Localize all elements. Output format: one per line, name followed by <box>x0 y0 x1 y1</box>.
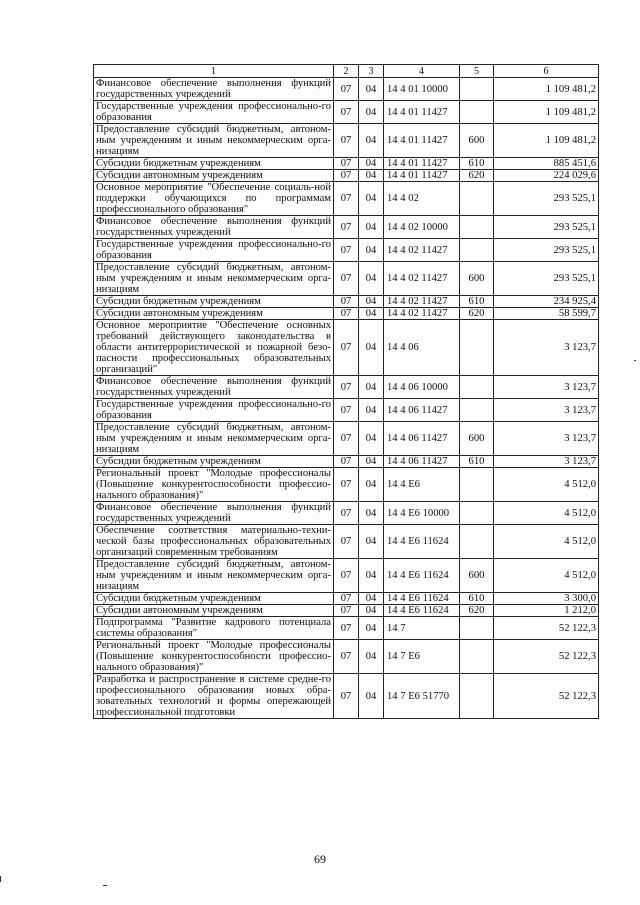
row-amount-cell: 293 525,1 <box>494 239 599 262</box>
row-name-cell: Основное мероприятие "Обеспечение социаль-ной поддержки обучающихся по программам профессионального образования" <box>94 182 334 216</box>
row-expense-type-cell: 600 <box>460 559 494 593</box>
header-cell-expense-type: 5 <box>460 65 494 78</box>
table-row <box>94 674 599 719</box>
row-target-code-cell: 14 7 E6 <box>384 640 460 674</box>
row-expense-type-cell <box>460 376 494 399</box>
row-amount-cell: 3 123,7 <box>494 456 599 468</box>
row-expense-type-cell: 610 <box>460 296 494 308</box>
row-subsection-cell: 04 <box>359 468 384 502</box>
row-section-cell: 07 <box>334 468 359 502</box>
row-subsection-cell: 04 <box>359 640 384 674</box>
row-expense-type-cell: 620 <box>460 605 494 617</box>
header-cell-subsection: 3 <box>359 65 384 78</box>
row-name-cell: Государственные учреждения профессионально-го образования <box>94 239 334 262</box>
row-expense-type-cell <box>460 640 494 674</box>
row-subsection-cell: 04 <box>359 525 384 559</box>
row-amount-cell: 1 109 481,2 <box>494 124 599 158</box>
row-subsection-cell: 04 <box>359 308 384 320</box>
row-name-cell: Финансовое обеспечение выполнения функций государственных учреждений <box>94 216 334 239</box>
row-target-code-cell: 14 4 01 11427 <box>384 158 460 170</box>
table-row <box>94 456 599 468</box>
row-expense-type-cell: 600 <box>460 262 494 296</box>
row-subsection-cell: 04 <box>359 170 384 182</box>
row-expense-type-cell <box>460 502 494 525</box>
row-amount-cell: 293 525,1 <box>494 262 599 296</box>
row-section-cell: 07 <box>334 399 359 422</box>
row-section-cell: 07 <box>334 422 359 456</box>
row-target-code-cell: 14 4 E6 11624 <box>384 525 460 559</box>
row-target-code-cell: 14 4 06 <box>384 320 460 376</box>
table-row <box>94 640 599 674</box>
row-amount-cell: 293 525,1 <box>494 182 599 216</box>
row-target-code-cell: 14 4 E6 11624 <box>384 605 460 617</box>
table-row <box>94 422 599 456</box>
row-subsection-cell: 04 <box>359 262 384 296</box>
table-row <box>94 376 599 399</box>
row-target-code-cell: 14 4 06 11427 <box>384 456 460 468</box>
row-amount-cell: 4 512,0 <box>494 468 599 502</box>
row-name-cell: Основное мероприятие "Обеспечение основных требований действующего законодательства в области антитеррористической и пожарной безо-пасности профессиональных образовательных организаций" <box>94 320 334 376</box>
row-subsection-cell: 04 <box>359 182 384 216</box>
table-row <box>94 525 599 559</box>
row-section-cell: 07 <box>334 617 359 640</box>
row-amount-cell: 4 512,0 <box>494 559 599 593</box>
row-subsection-cell: 04 <box>359 559 384 593</box>
row-target-code-cell: 14 4 02 <box>384 182 460 216</box>
table-row <box>94 605 599 617</box>
row-amount-cell: 4 512,0 <box>494 525 599 559</box>
page-number: 69 <box>314 852 326 866</box>
row-expense-type-cell <box>460 674 494 719</box>
row-amount-cell: 3 123,7 <box>494 320 599 376</box>
row-name-cell: Предоставление субсидий бюджетным, автоном-ным учреждениям и иным некоммерческим орга-низациям <box>94 262 334 296</box>
row-target-code-cell: 14 4 02 11427 <box>384 308 460 320</box>
row-subsection-cell: 04 <box>359 399 384 422</box>
row-target-code-cell: 14 4 01 11427 <box>384 124 460 158</box>
row-target-code-cell: 14 7 E6 51770 <box>384 674 460 719</box>
row-subsection-cell: 04 <box>359 593 384 605</box>
scan-speck <box>0 876 1 882</box>
row-amount-cell: 3 123,7 <box>494 376 599 399</box>
row-target-code-cell: 14 7 <box>384 617 460 640</box>
row-subsection-cell: 04 <box>359 101 384 124</box>
row-section-cell: 07 <box>334 502 359 525</box>
row-target-code-cell: 14 4 06 11427 <box>384 422 460 456</box>
row-subsection-cell: 04 <box>359 216 384 239</box>
table-row <box>94 170 599 182</box>
row-amount-cell: 885 451,6 <box>494 158 599 170</box>
row-name-cell: Субсидии бюджетным учреждениям <box>94 456 334 468</box>
row-expense-type-cell: 610 <box>460 593 494 605</box>
row-expense-type-cell: 610 <box>460 158 494 170</box>
table-row <box>94 399 599 422</box>
row-name-cell: Субсидии бюджетным учреждениям <box>94 593 334 605</box>
row-amount-cell: 293 525,1 <box>494 216 599 239</box>
table-row <box>94 308 599 320</box>
row-amount-cell: 3 300,0 <box>494 593 599 605</box>
row-section-cell: 07 <box>334 239 359 262</box>
row-section-cell: 07 <box>334 308 359 320</box>
row-subsection-cell: 04 <box>359 605 384 617</box>
row-subsection-cell: 04 <box>359 502 384 525</box>
scan-speck <box>103 885 107 886</box>
row-amount-cell: 234 925,4 <box>494 296 599 308</box>
row-expense-type-cell <box>460 525 494 559</box>
row-amount-cell: 58 599,7 <box>494 308 599 320</box>
scan-speck <box>634 360 636 361</box>
row-target-code-cell: 14 4 E6 11624 <box>384 559 460 593</box>
row-amount-cell: 3 123,7 <box>494 422 599 456</box>
budget-table <box>93 64 599 719</box>
row-name-cell: Финансовое обеспечение выполнения функций государственных учреждений <box>94 376 334 399</box>
row-subsection-cell: 04 <box>359 158 384 170</box>
row-target-code-cell: 14 4 02 11427 <box>384 262 460 296</box>
row-section-cell: 07 <box>334 124 359 158</box>
row-target-code-cell: 14 4 02 11427 <box>384 239 460 262</box>
table-row <box>94 320 599 376</box>
table-row <box>94 502 599 525</box>
row-name-cell: Субсидии автономным учреждениям <box>94 308 334 320</box>
row-section-cell: 07 <box>334 674 359 719</box>
row-section-cell: 07 <box>334 182 359 216</box>
table-row <box>94 124 599 158</box>
table-row <box>94 78 599 101</box>
row-expense-type-cell <box>460 101 494 124</box>
row-target-code-cell: 14 4 02 11427 <box>384 296 460 308</box>
row-subsection-cell: 04 <box>359 674 384 719</box>
row-amount-cell: 52 122,3 <box>494 674 599 719</box>
row-name-cell: Государственные учреждения профессионально-го образования <box>94 399 334 422</box>
row-name-cell: Подпрограмма "Развитие кадрового потенциала системы образования" <box>94 617 334 640</box>
row-expense-type-cell <box>460 320 494 376</box>
row-expense-type-cell <box>460 182 494 216</box>
row-name-cell: Субсидии автономным учреждениям <box>94 605 334 617</box>
row-name-cell: Государственные учреждения профессионально-го образования <box>94 101 334 124</box>
row-section-cell: 07 <box>334 640 359 674</box>
row-target-code-cell: 14 4 01 10000 <box>384 78 460 101</box>
row-section-cell: 07 <box>334 376 359 399</box>
row-name-cell: Финансовое обеспечение выполнения функций государственных учреждений <box>94 502 334 525</box>
row-expense-type-cell <box>460 216 494 239</box>
table-row <box>94 468 599 502</box>
row-name-cell: Предоставление субсидий бюджетным, автоном-ным учреждениям и иным некоммерческим орга-низациям <box>94 124 334 158</box>
row-section-cell: 07 <box>334 262 359 296</box>
header-cell-amount: 6 <box>494 65 599 78</box>
row-expense-type-cell <box>460 399 494 422</box>
row-target-code-cell: 14 4 02 10000 <box>384 216 460 239</box>
row-subsection-cell: 04 <box>359 422 384 456</box>
row-expense-type-cell <box>460 78 494 101</box>
row-expense-type-cell <box>460 617 494 640</box>
table-row <box>94 559 599 593</box>
row-target-code-cell: 14 4 06 11427 <box>384 399 460 422</box>
header-cell-section: 2 <box>334 65 359 78</box>
row-section-cell: 07 <box>334 158 359 170</box>
row-expense-type-cell: 610 <box>460 456 494 468</box>
row-subsection-cell: 04 <box>359 124 384 158</box>
row-amount-cell: 1 109 481,2 <box>494 101 599 124</box>
row-expense-type-cell <box>460 239 494 262</box>
table-row <box>94 182 599 216</box>
row-section-cell: 07 <box>334 605 359 617</box>
row-amount-cell: 224 029,6 <box>494 170 599 182</box>
row-amount-cell: 52 122,3 <box>494 640 599 674</box>
table-row <box>94 617 599 640</box>
row-target-code-cell: 14 4 E6 <box>384 468 460 502</box>
row-name-cell: Разработка и распространение в системе средне-го профессионального образования новых обра-зовательных технологий и формы опережающей профессиональной подготовки <box>94 674 334 719</box>
row-amount-cell: 52 122,3 <box>494 617 599 640</box>
row-subsection-cell: 04 <box>359 239 384 262</box>
table-row <box>94 216 599 239</box>
row-amount-cell: 3 123,7 <box>494 399 599 422</box>
row-expense-type-cell: 620 <box>460 308 494 320</box>
row-section-cell: 07 <box>334 78 359 101</box>
row-subsection-cell: 04 <box>359 617 384 640</box>
row-target-code-cell: 14 4 06 10000 <box>384 376 460 399</box>
row-section-cell: 07 <box>334 320 359 376</box>
table-row <box>94 262 599 296</box>
row-expense-type-cell: 600 <box>460 422 494 456</box>
row-target-code-cell: 14 4 01 11427 <box>384 170 460 182</box>
budget-table-body <box>94 65 599 719</box>
table-row <box>94 101 599 124</box>
header-cell-name: 1 <box>94 65 334 78</box>
row-name-cell: Региональный проект "Молодые профессионалы (Повышение конкурентоспособности профессио-нального образования)" <box>94 640 334 674</box>
row-name-cell: Обеспечение соответствия материально-техни-ческой базы профессиональных образовательных организаций современным требованиям <box>94 525 334 559</box>
row-section-cell: 07 <box>334 296 359 308</box>
row-subsection-cell: 04 <box>359 376 384 399</box>
row-expense-type-cell: 600 <box>460 124 494 158</box>
row-target-code-cell: 14 4 E6 11624 <box>384 593 460 605</box>
row-name-cell: Субсидии автономным учреждениям <box>94 170 334 182</box>
row-name-cell: Финансовое обеспечение выполнения функций государственных учреждений <box>94 78 334 101</box>
table-row <box>94 593 599 605</box>
row-name-cell: Предоставление субсидий бюджетным, автоном-ным учреждениям и иным некоммерческим орга-низациям <box>94 559 334 593</box>
row-name-cell: Региональный проект "Молодые профессионалы (Повышение конкурентоспособности профессио-нального образования)" <box>94 468 334 502</box>
row-expense-type-cell <box>460 468 494 502</box>
row-subsection-cell: 04 <box>359 456 384 468</box>
table-row <box>94 158 599 170</box>
table-row <box>94 239 599 262</box>
row-section-cell: 07 <box>334 170 359 182</box>
row-section-cell: 07 <box>334 525 359 559</box>
row-amount-cell: 1 212,0 <box>494 605 599 617</box>
row-subsection-cell: 04 <box>359 320 384 376</box>
table-header-row <box>94 65 599 78</box>
row-target-code-cell: 14 4 01 11427 <box>384 101 460 124</box>
table-row <box>94 296 599 308</box>
row-section-cell: 07 <box>334 101 359 124</box>
row-section-cell: 07 <box>334 559 359 593</box>
row-section-cell: 07 <box>334 593 359 605</box>
row-name-cell: Предоставление субсидий бюджетным, автоном-ным учреждениям и иным некоммерческим орга-низациям <box>94 422 334 456</box>
row-expense-type-cell: 620 <box>460 170 494 182</box>
row-subsection-cell: 04 <box>359 296 384 308</box>
row-name-cell: Субсидии бюджетным учреждениям <box>94 158 334 170</box>
row-section-cell: 07 <box>334 216 359 239</box>
row-amount-cell: 1 109 481,2 <box>494 78 599 101</box>
row-section-cell: 07 <box>334 456 359 468</box>
row-name-cell: Субсидии бюджетным учреждениям <box>94 296 334 308</box>
row-target-code-cell: 14 4 E6 10000 <box>384 502 460 525</box>
row-subsection-cell: 04 <box>359 78 384 101</box>
row-amount-cell: 4 512,0 <box>494 502 599 525</box>
header-cell-target-code: 4 <box>384 65 460 78</box>
